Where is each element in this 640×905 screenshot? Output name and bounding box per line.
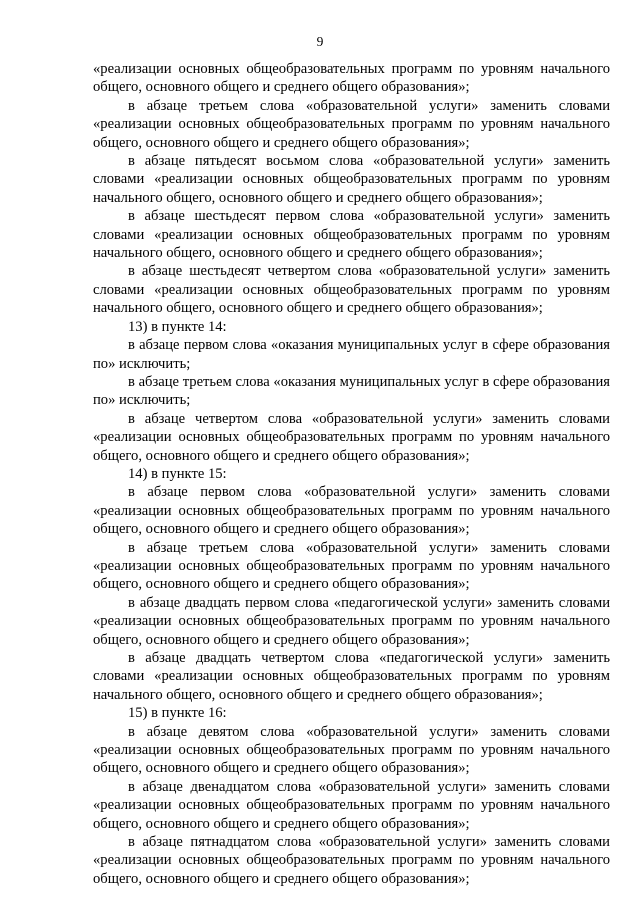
paragraph: в абзаце третьем слова «образовательной услуги» заменить словами «реализации основных общеобразовательных программ по уровням начального общего, основного общего и среднего общего образования»; — [93, 539, 610, 593]
document-body — [93, 60, 610, 888]
paragraph: в абзаце шестьдесят четвертом слова «образовательной услуги» заменить словами «реализации основных общеобразовательных программ по уровням начального общего, основного общего и среднего общего образования»; — [93, 263, 610, 317]
paragraph: в абзаце третьем слова «образовательной услуги» заменить словами «реализации основных общеобразовательных программ по уровням начального общего, основного общего и среднего общего образования»; — [93, 97, 610, 151]
paragraph: в абзаце двадцать первом слова «педагогической услуги» заменить словами «реализации основных общеобразовательных программ по уровням начального общего, основного общего и среднего общего образования»; — [93, 594, 610, 648]
paragraph: в абзаце двенадцатом слова «образовательной услуги» заменить словами «реализации основных общеобразовательных программ по уровням начального общего, основного общего и среднего общего образования»; — [93, 778, 610, 832]
paragraph-item-heading: 15) в пункте 16: — [128, 705, 227, 722]
page-number: 9 — [316, 34, 324, 49]
paragraph: в абзаце пятьдесят восьмом слова «образовательной услуги» заменить словами «реализации основных общеобразовательных программ по уровням начального общего, основного общего и среднего общего образования»; — [93, 153, 610, 206]
paragraph: в абзаце пятнадцатом слова «образовательной услуги» заменить словами «реализации основных общеобразовательных программ по уровням начального общего, основного общего и среднего общего образования»; — [93, 834, 610, 887]
paragraph: в абзаце первом слова «образовательной услуги» заменить словами «реализации основных общеобразовательных программ по уровням начального общего, основного общего и среднего общего образования»; — [93, 484, 610, 538]
paragraph: в абзаце двадцать четвертом слова «педагогической услуги» заменить словами «реализации основных общеобразовательных программ по уровням начального общего, основного общего и среднего общего образования»; — [93, 650, 610, 703]
paragraph: в абзаце первом слова «оказания муниципальных услуг в сфере образования по» исключить; — [93, 337, 610, 372]
paragraph: в абзаце шестьдесят первом слова «образовательной услуги» заменить словами «реализации основных общеобразовательных программ по уровням начального общего, основного общего и среднего общего образования»; — [93, 208, 610, 262]
paragraph: в абзаце третьем слова «оказания муниципальных услуг в сфере образования по» исключить; — [93, 373, 610, 409]
paragraph-item-heading: 13) в пункте 14: — [128, 318, 227, 335]
paragraph: в абзаце четвертом слова «образовательной услуги» заменить словами «реализации основных общеобразовательных программ по уровням начального общего, основного общего и среднего общего образования»; — [93, 410, 610, 464]
paragraph: в абзаце девятом слова «образовательной услуги» заменить словами «реализации основных общеобразовательных программ по уровням начального общего, основного общего и среднего общего образования»; — [93, 723, 610, 777]
paragraph-continued: «реализации основных общеобразовательных программ по уровням начального общего, основного общего и среднего общего образования»; — [93, 61, 610, 96]
paragraph-item-heading: 14) в пункте 15: — [128, 465, 227, 482]
